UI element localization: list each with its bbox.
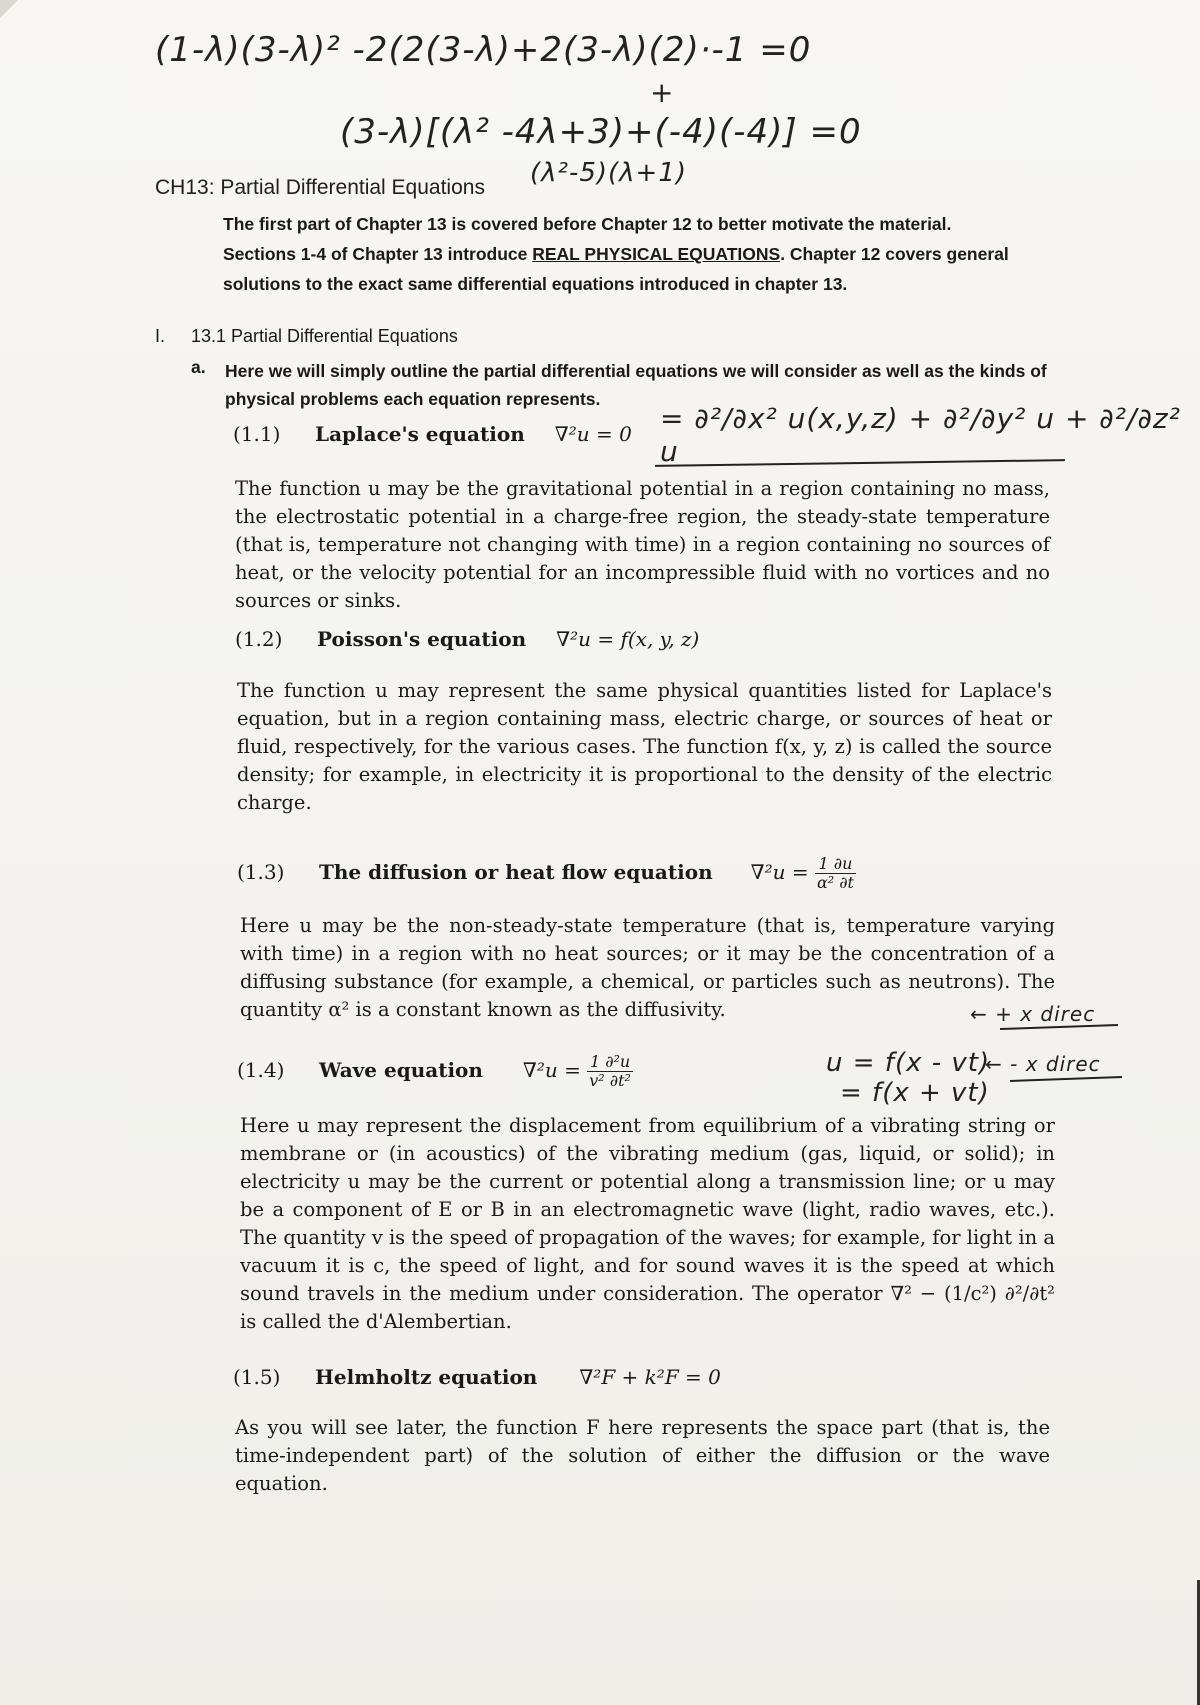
- item-text: Here we will simply outline the partial differential equations we will consider as well as the kinds of physical problems each equation represents.: [225, 361, 1047, 409]
- equation-formula: [522, 1052, 633, 1090]
- equation-wave: [237, 1053, 633, 1090]
- laplace-description: The function u may be the gravitational potential in a region containing no mass, the electrostatic potential in a charge-free region, the steady-state temperature (that is, temperature not changing with time) in a region containing no sources of heat, or the velocity potential for an incompressible fluid with no vortices and no sources or sinks.: [235, 477, 1050, 612]
- page-corner: [0, 0, 18, 18]
- fraction-denominator: α² ∂t: [816, 873, 854, 892]
- handwritten-line-2: (3-λ)[(λ² -4λ+3)+(-4)(-4)] =0: [340, 112, 862, 152]
- equation-helmholtz: [233, 1365, 721, 1389]
- equation-name: Poisson's equation: [317, 627, 527, 651]
- equation-fraction: [587, 1053, 633, 1090]
- helmholtz-description: As you will see later, the function F here represents the space part (that is, the time-independent part) of the solution of either the diffusion or the wave equation.: [235, 1416, 1050, 1495]
- fraction-numerator: 1 ∂²u: [587, 1053, 633, 1072]
- handwritten-underline: [1010, 1076, 1122, 1082]
- handwritten-plus: +: [650, 76, 675, 109]
- equation-formula: [750, 854, 856, 892]
- equation-name: Laplace's equation: [315, 422, 525, 446]
- intro-emphasis: REAL PHYSICAL EQUATIONS: [532, 244, 781, 264]
- handwritten-laplace-expansion: = ∂²/∂x² u(x,y,z) + ∂²/∂y² u + ∂²/∂z² u: [660, 402, 1181, 468]
- intro-paragraph: [223, 209, 1053, 299]
- equation-number: (1.3): [237, 860, 285, 884]
- item-letter: a.: [191, 357, 206, 377]
- chapter-title: CH13: Partial Differential Equations: [155, 176, 485, 199]
- handwritten-line-3: (λ²-5)(λ+1): [530, 158, 688, 188]
- equation-number: (1.5): [233, 1365, 281, 1389]
- fraction-denominator: v² ∂t²: [589, 1071, 631, 1090]
- intro-line-2: [223, 239, 1053, 269]
- equation-name: Wave equation: [319, 1058, 483, 1082]
- handwritten-arrow-positive: ← + x direc: [970, 1002, 1096, 1026]
- intro-line-2-end: . Chapter 12 covers general: [780, 244, 1009, 264]
- handwritten-wave-solution-2: = f(x + vt): [840, 1078, 990, 1108]
- equation-fraction: [815, 855, 856, 892]
- equation-number: (1.4): [237, 1058, 285, 1082]
- equation-name: Helmholtz equation: [315, 1365, 538, 1389]
- poisson-description: The function u may represent the same physical quantities listed for Laplace's equation, but in a region containing mass, electric charge, or sources of heat or fluid, respectively, for the various cases. The function f(x, y, z) is called the source density; for example, in electricity it is proportional to the density of the electric charge.: [237, 679, 1052, 814]
- wave-description: Here u may represent the displacement from equilibrium of a vibrating string or membrane or (in acoustics) of the vibrating medium (gas, liquid, or solid); in electricity u may be the current or potential along a transmission line; or u may be a component of E or B in an electromagnetic wave (light, radio waves, etc.). The quantity v is the speed of propagation of the waves; for example, for light in a vacuum it is c, the speed of light, and for sound waves it is the speed at which sound travels in the medium under consideration. The operator ∇² − (1/c²) ∂²/∂t² is called the d'Alembertian.: [240, 1114, 1055, 1333]
- equation-diffusion: [237, 855, 856, 892]
- handwritten-arrow-negative: ← - x direc: [985, 1052, 1101, 1076]
- intro-line-2-start: Sections 1-4 of Chapter 13 introduce: [223, 244, 533, 264]
- equation-laplace: [233, 422, 632, 446]
- equation-name: The diffusion or heat flow equation: [319, 860, 713, 884]
- equation-formula-lhs: ∇²u =: [750, 860, 809, 884]
- equation-formula: ∇²F + k²F = 0: [579, 1365, 721, 1389]
- equation-formula-lhs: ∇²u =: [522, 1058, 581, 1082]
- section-title: 13.1 Partial Differential Equations: [191, 326, 458, 346]
- equation-formula: ∇²u = 0: [554, 422, 632, 446]
- equation-poisson: [235, 627, 699, 651]
- intro-line-3: solutions to the exact same differential equations introduced in chapter 13.: [223, 274, 848, 294]
- equation-formula: ∇²u = f(x, y, z): [556, 627, 700, 651]
- section-number: I.: [155, 326, 166, 346]
- diffusion-description: Here u may be the non-steady-state temperature (that is, temperature varying with time) in a region with no heat sources; or it may be the concentration of a diffusing substance (for example, a chemical, or particles such as neutrons). The quantity α² is a constant known as the diffusivity.: [240, 914, 1055, 1021]
- equation-number: (1.2): [235, 627, 283, 651]
- equation-number: (1.1): [233, 422, 281, 446]
- fraction-numerator: 1 ∂u: [815, 855, 856, 874]
- intro-line-1: The first part of Chapter 13 is covered before Chapter 12 to better motivate the material.: [223, 214, 952, 234]
- handwritten-line-1: (1-λ)(3-λ)² -2(2(3-λ)+2(3-λ)(2)·-1 =0: [155, 30, 812, 70]
- handwritten-wave-solution-1: u = f(x - vt): [826, 1048, 991, 1078]
